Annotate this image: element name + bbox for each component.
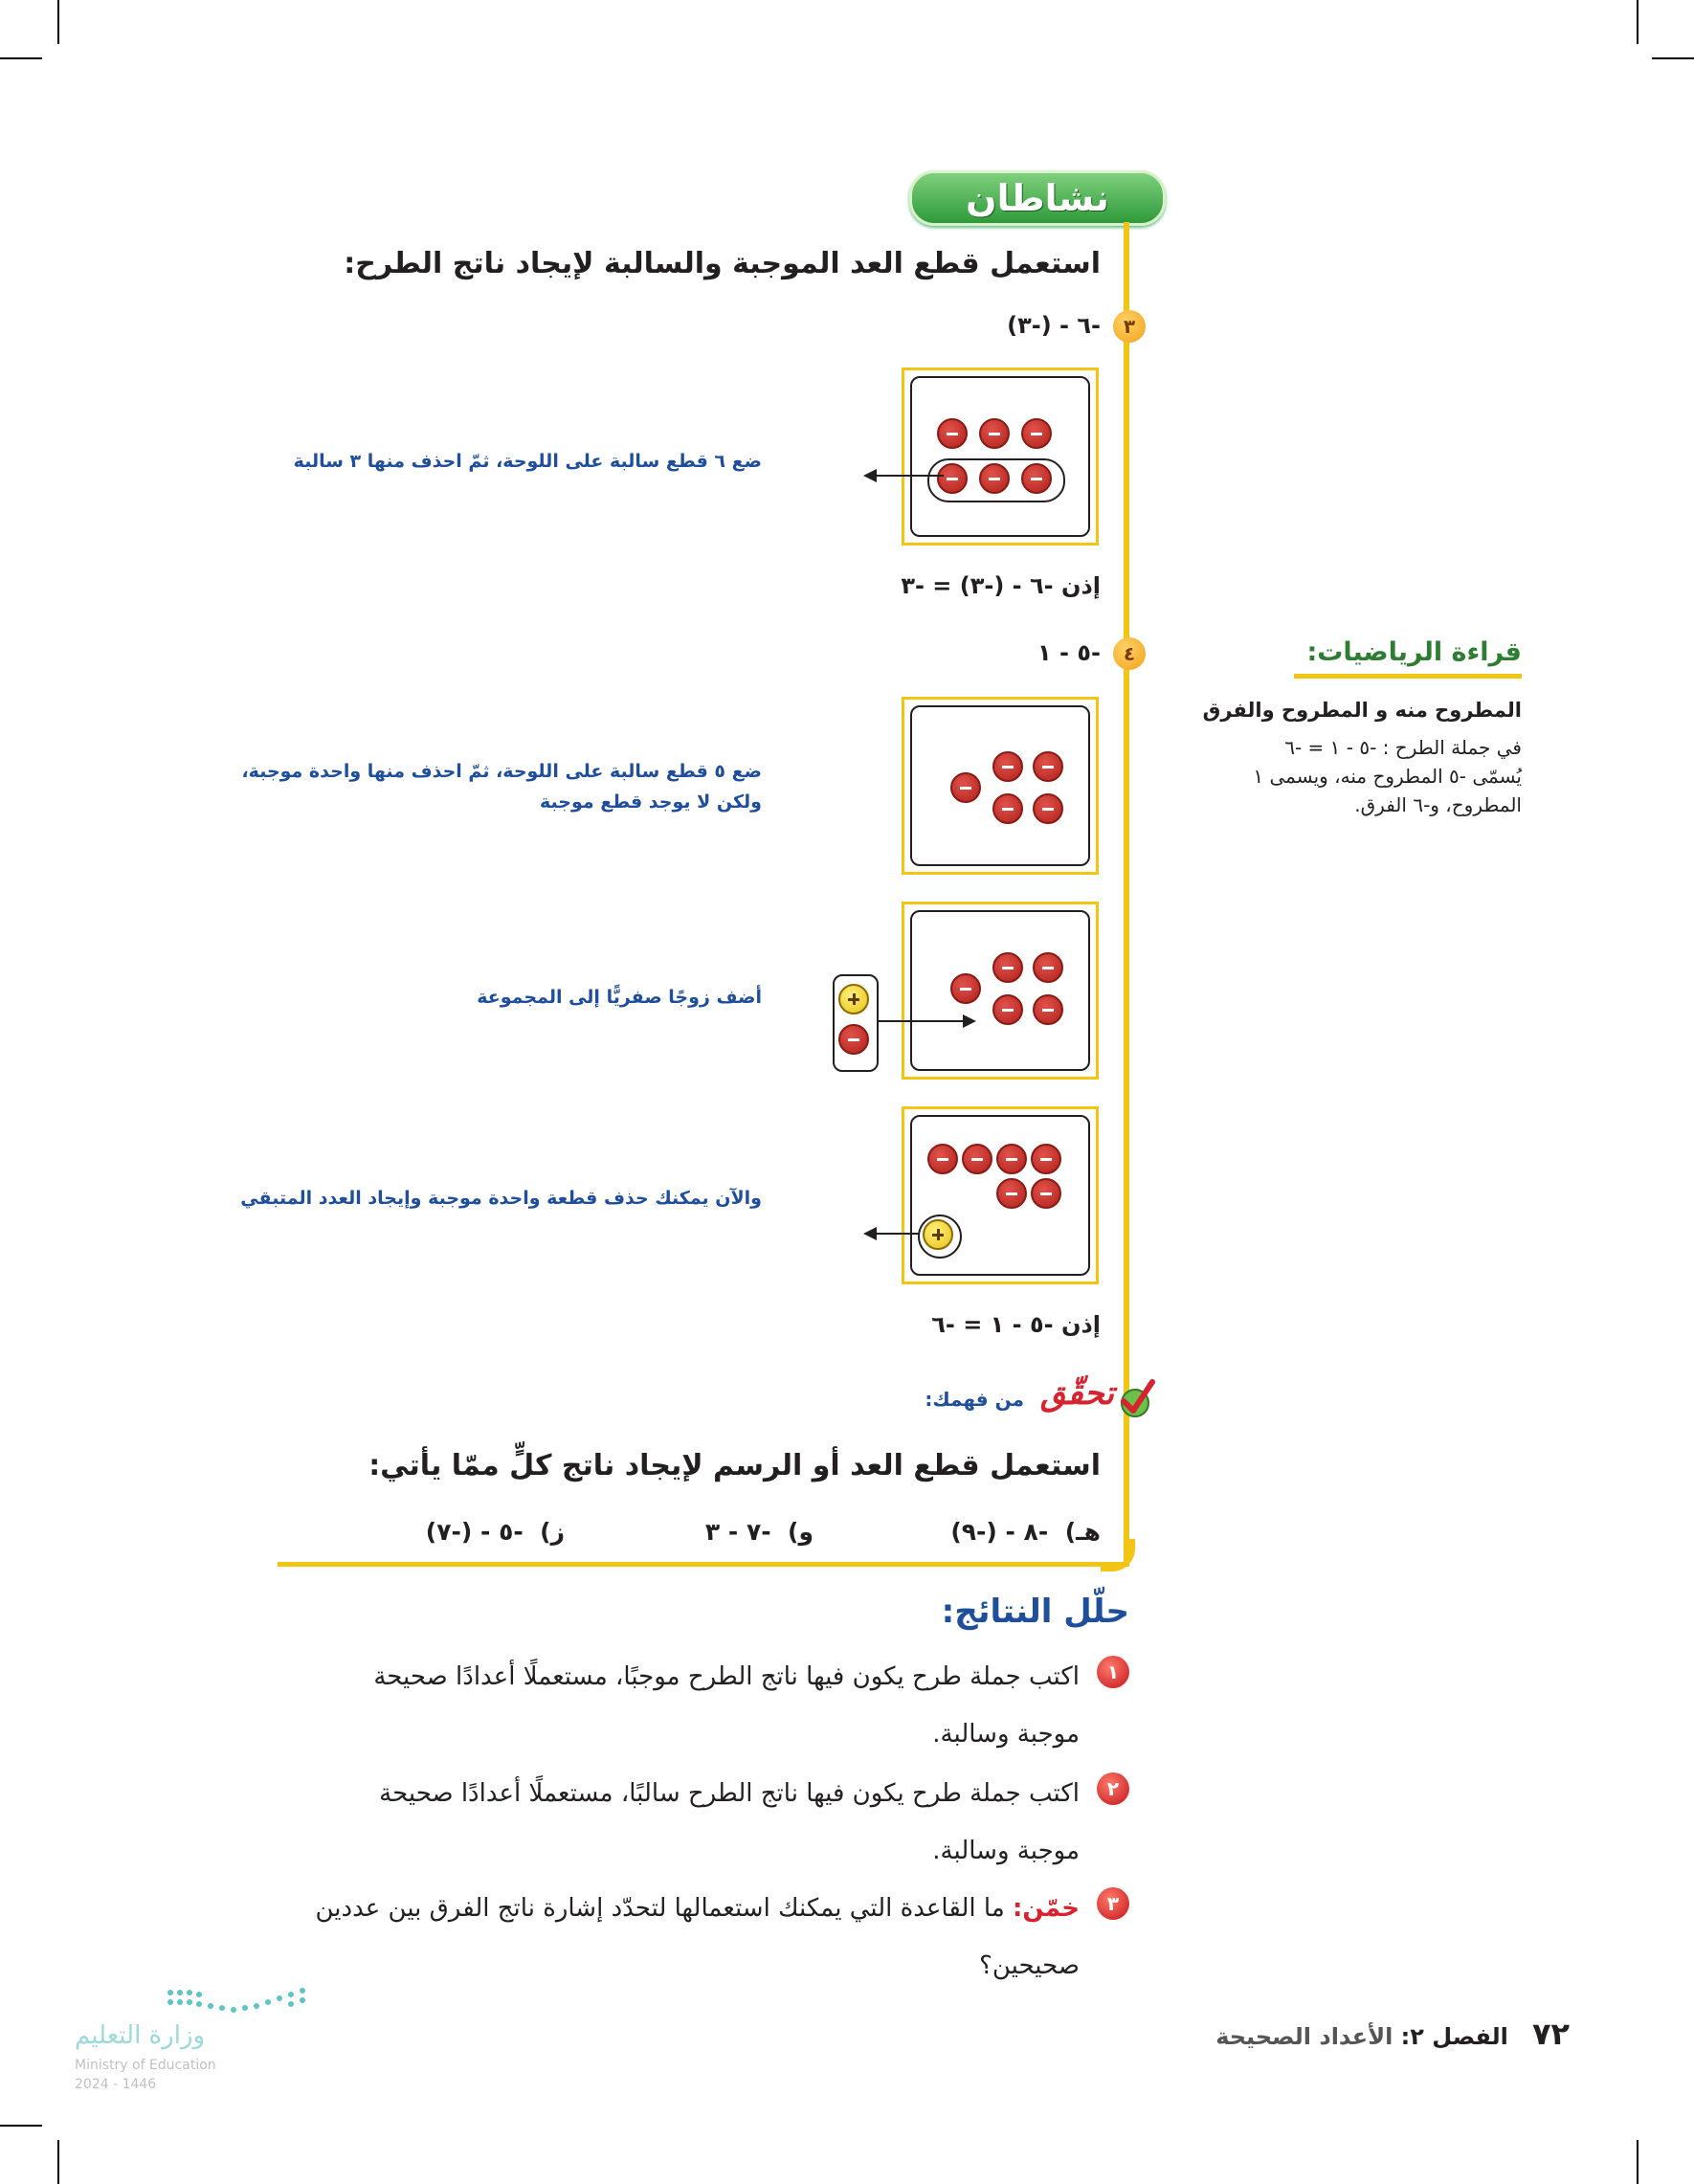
negative-counter xyxy=(992,751,1023,782)
page-number: ٧٢ xyxy=(1531,2016,1570,2052)
check-title: تحقّق xyxy=(1040,1374,1114,1413)
crop-mark xyxy=(1637,2140,1638,2184)
activity-instruction: استعمل قطع العد الموجبة والسالبة لإيجاد ناتج الطرح: xyxy=(344,247,1101,280)
exercise-4-result: إذن -٥ - ١ = -٦ xyxy=(931,1311,1101,1338)
activity-banner: نشاطان xyxy=(909,170,1166,226)
exercise-3-result: إذن -٦ - (-٣) = -٣ xyxy=(901,572,1101,599)
positive-counter xyxy=(838,984,869,1014)
negative-counter xyxy=(962,1144,992,1174)
negative-counter xyxy=(992,793,1023,824)
negative-counter xyxy=(937,463,968,494)
arrow-left xyxy=(865,475,944,477)
exercise-3-note: ضع ٦ قطع سالبة على اللوحة، ثمّ احذف منها ٣ سالبة xyxy=(293,451,762,472)
sidebar-subheading: المطروح منه و المطروح والفرق xyxy=(1202,699,1522,722)
crop-mark xyxy=(57,0,59,44)
negative-counter xyxy=(1033,751,1063,782)
checkmark-icon xyxy=(1114,1378,1156,1420)
negative-counter xyxy=(1033,952,1063,983)
sidebar-heading-underline xyxy=(1294,674,1522,679)
negative-counter xyxy=(996,1178,1027,1209)
negative-counter xyxy=(1021,463,1052,494)
negative-counter xyxy=(992,994,1023,1025)
question-number-1: ١ xyxy=(1097,1656,1129,1688)
exercise-3-expression: -٦ - (-٣) xyxy=(1007,312,1101,339)
question-3: خمّن: ما القاعدة التي يمكنك استعمالها لتحدّد إشارة ناتج الفرق بين عددين صحيحين؟ xyxy=(315,1894,1080,1980)
exercise-number-3: ٣ xyxy=(1113,310,1146,343)
positive-counter xyxy=(923,1219,953,1250)
question-number-3: ٣ xyxy=(1097,1887,1129,1920)
exercise-4-note-2: أضف زوجًا صفريًّا إلى المجموعة xyxy=(477,987,762,1008)
negative-counter xyxy=(937,418,968,449)
negative-counter xyxy=(927,1144,958,1174)
check-item: ز) -٥ - (-٧) xyxy=(425,1518,565,1546)
counter-mat xyxy=(902,902,1099,1080)
check-item: و) -٧ - ٣ xyxy=(704,1518,814,1546)
negative-counter xyxy=(1033,793,1063,824)
negative-counter xyxy=(996,1144,1027,1174)
question-2: اكتب جملة طرح يكون فيها ناتج الطرح سالبًا، مستعملًا أعدادًا صحيحة موجبة وسالبة. xyxy=(379,1779,1080,1865)
negative-counter xyxy=(1031,1178,1061,1209)
footer-chapter: ٧٢ الفصل ٢: الأعداد الصحيحة xyxy=(1215,2016,1570,2052)
exercise-4-note-1: ضع ٥ قطع سالبة على اللوحة، ثمّ احذف منها واحدة موجبة، ولكن لا يوجد قطع موجبة xyxy=(241,761,762,813)
counter-mat xyxy=(902,697,1099,875)
exercise-4-note-3: والآن يمكنك حذف قطعة واحدة موجبة وإيجاد العدد المتبقي xyxy=(240,1188,762,1209)
ministry-year: 2024 - 1446 xyxy=(75,2077,157,2092)
ministry-name-en: Ministry of Education xyxy=(75,2058,216,2073)
ministry-logo xyxy=(161,1981,314,2019)
negative-counter xyxy=(992,952,1023,983)
negative-counter xyxy=(1021,418,1052,449)
crop-mark xyxy=(0,57,42,59)
negative-counter xyxy=(979,463,1010,494)
counter-mat xyxy=(902,1106,1099,1284)
crop-mark xyxy=(0,2125,42,2127)
check-subtitle: من فهمك: xyxy=(925,1388,1024,1411)
negative-counter xyxy=(950,772,981,803)
negative-counter xyxy=(979,418,1010,449)
sidebar-body: في جملة الطرح : -٥ - ١ = -٦ يُسمّى -٥ المطروح منه، ويسمى ١ المطروح، و-٦ الفرق. xyxy=(1253,736,1522,816)
check-instruction: استعمل قطع العد أو الرسم لإيجاد ناتج كلٍّ ممّا يأتي: xyxy=(368,1449,1101,1482)
activity-border-bottom xyxy=(278,1562,1129,1567)
crop-mark xyxy=(1637,0,1638,44)
arrow-right xyxy=(877,1020,974,1022)
analyze-heading: حلّل النتائج: xyxy=(941,1593,1129,1631)
activity-border-line xyxy=(1124,222,1129,1562)
exercise-4-expression: -٥ - ١ xyxy=(1037,639,1101,666)
question-1: اكتب جملة طرح يكون فيها ناتج الطرح موجبًا، مستعملًا أعدادًا صحيحة موجبة وسالبة. xyxy=(373,1662,1080,1749)
negative-counter xyxy=(1031,1144,1061,1174)
crop-mark xyxy=(57,2140,59,2184)
guess-label: خمّن: xyxy=(1013,1894,1080,1923)
question-number-2: ٢ xyxy=(1097,1772,1129,1805)
exercise-number-4: ٤ xyxy=(1113,637,1146,670)
negative-counter xyxy=(1033,994,1063,1025)
ministry-name-ar: وزارة التعليم xyxy=(75,2021,206,2050)
arrow-left xyxy=(865,1233,919,1235)
sidebar-heading: قراءة الرياضيات: xyxy=(1306,637,1522,667)
negative-counter xyxy=(838,1024,869,1055)
negative-counter xyxy=(950,973,981,1004)
crop-mark xyxy=(1652,57,1694,59)
check-item: هـ) -٨ - (-٩) xyxy=(950,1518,1101,1546)
counter-mat xyxy=(902,368,1099,546)
